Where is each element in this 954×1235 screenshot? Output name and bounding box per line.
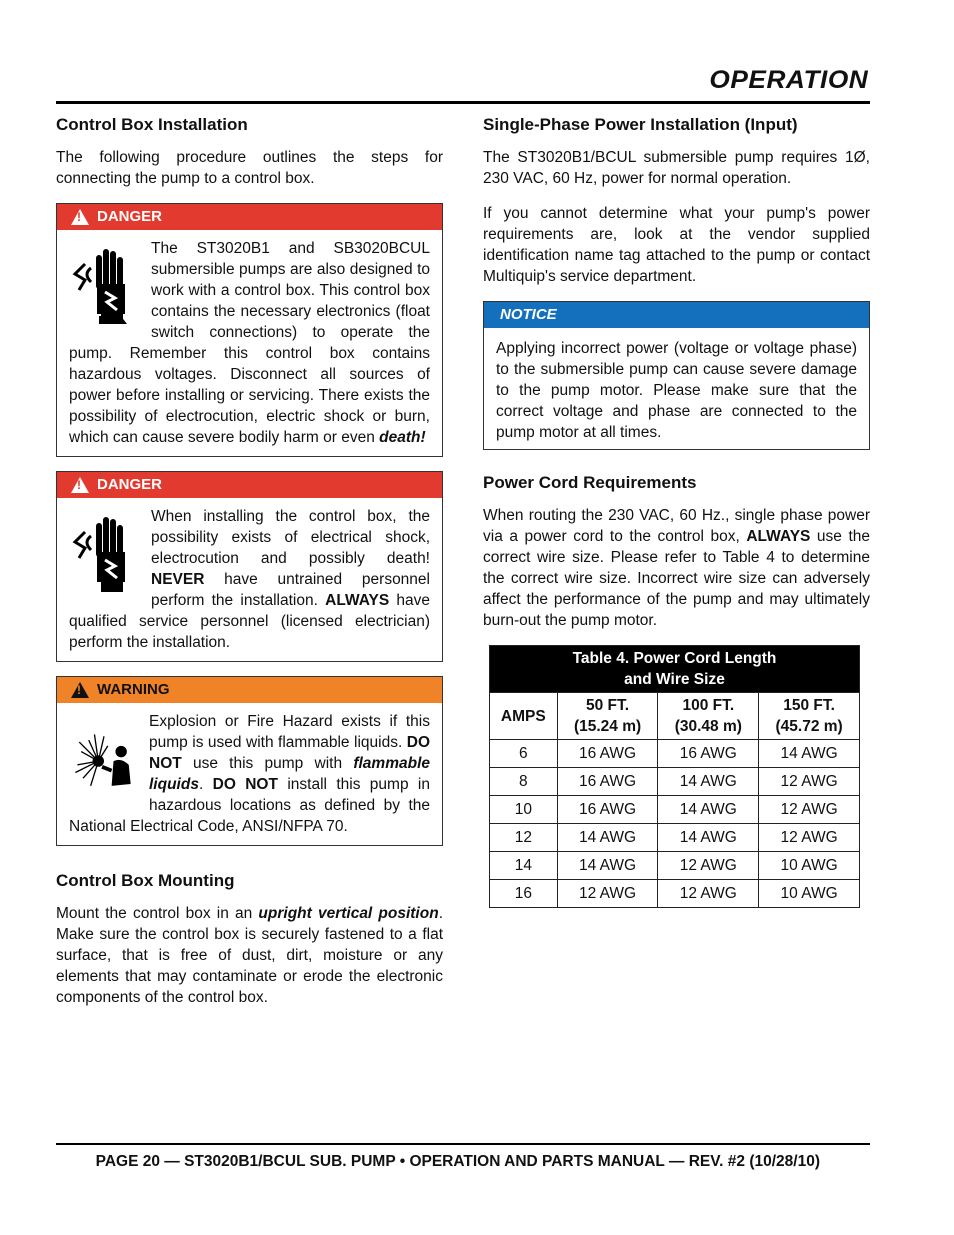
- warning-donot-2: DO NOT: [212, 776, 278, 793]
- danger-text-2c: have qualified service personnel (licensed electrician) perform the installation.: [69, 592, 430, 651]
- danger-body-2: [57, 498, 442, 661]
- danger-always: ALWAYS: [325, 592, 390, 609]
- section-title: OPERATION: [709, 66, 868, 94]
- warning-donot-1: DO NOT: [149, 734, 430, 772]
- danger-text-1-emphasis: death!: [379, 429, 426, 446]
- danger-label-1: DANGER: [97, 208, 163, 225]
- mount-text: [56, 903, 443, 1008]
- column-header-line2: (15.24 m): [573, 718, 642, 735]
- notice-box: [483, 301, 870, 450]
- warning-text-b: use this pump with: [181, 755, 354, 772]
- table-cell: 8: [490, 768, 558, 796]
- danger-never: NEVER: [151, 571, 205, 588]
- table-body: [490, 740, 860, 908]
- column-header-line1: 50 FT.: [586, 697, 630, 714]
- single-phase-heading: Single-Phase Power Installation (Input): [483, 115, 798, 134]
- table-cell: 10 AWG: [759, 880, 860, 908]
- warning-flammable: flammable liquids: [149, 755, 430, 793]
- table-cell: 12: [490, 824, 558, 852]
- table-cell: 10 AWG: [759, 852, 860, 880]
- table-cell: 12 AWG: [658, 852, 759, 880]
- cord-text-b: use the correct wire size. Please refer to Table 4 to determine the correct wire size. Incorrect wire size can adversely affect the performance of the pump and may ultimately burn-out the pump motor.: [483, 528, 870, 629]
- danger-header-2: [57, 472, 442, 498]
- table-row: [490, 852, 860, 880]
- column-header-line2: (30.48 m): [674, 718, 742, 735]
- table-cell: 16 AWG: [557, 796, 658, 824]
- single-phase-p1: The ST3020B1/BCUL submersible pump requires 1Ø, 230 VAC, 60 Hz, power for normal operation.: [483, 149, 870, 187]
- alert-triangle-icon: [71, 209, 89, 225]
- mount-text-b: . Make sure the control box is securely fastened to a flat surface, that is free of dust, dirt, moisture or any elements that may contaminate or erode the electronic components of the control box.: [56, 905, 443, 1006]
- table-cell: 14: [490, 852, 558, 880]
- danger-header-1: [57, 204, 442, 230]
- page-footer: PAGE 20 — ST3020B1/BCUL SUB. PUMP • OPERATION AND PARTS MANUAL — REV. #2 (10/28/10): [95, 1153, 820, 1170]
- table-cell: 16 AWG: [658, 740, 759, 768]
- left-column: [56, 114, 443, 1022]
- power-cord-table: [489, 645, 860, 908]
- table-cell: 10: [490, 796, 558, 824]
- danger-text-2b: have untrained personnel perform the installation.: [151, 571, 430, 609]
- warning-box: [56, 676, 443, 846]
- install-heading: Control Box Installation: [56, 115, 248, 134]
- warning-text-a: Explosion or Fire Hazard exists if this pump is used with flammable liquids.: [149, 713, 430, 751]
- table-cell: 16 AWG: [557, 740, 658, 768]
- table-caption-line2: and Wire Size: [624, 671, 725, 688]
- header-rule: [56, 101, 870, 104]
- mount-text-a: Mount the control box in an: [56, 905, 259, 922]
- cord-always: ALWAYS: [746, 528, 811, 545]
- notice-header: [484, 302, 869, 328]
- table-row: [490, 740, 860, 768]
- table-cell: 14 AWG: [658, 768, 759, 796]
- single-phase-p2: If you cannot determine what your pump's power requirements are, look at the vendor supplied identification name tag attached to the pump or contact Multiquip's service department.: [483, 205, 870, 285]
- table-caption: [490, 646, 860, 693]
- column-header-line1: 100 FT.: [682, 697, 735, 714]
- danger-box-2: [56, 471, 443, 662]
- alert-triangle-icon: [71, 477, 89, 493]
- danger-label-2: DANGER: [97, 476, 163, 493]
- cord-heading: Power Cord Requirements: [483, 473, 697, 492]
- table-column-header: [490, 693, 558, 740]
- alert-triangle-icon: [71, 682, 89, 698]
- warning-label: WARNING: [97, 681, 170, 698]
- cord-text: [483, 505, 870, 631]
- mount-emphasis: upright vertical position: [258, 905, 439, 922]
- table-column-header: [557, 693, 658, 740]
- right-column: [483, 114, 870, 908]
- column-header-line1: AMPS: [500, 707, 546, 725]
- table-cell: 12 AWG: [658, 880, 759, 908]
- warning-body: [57, 703, 442, 845]
- table-cell: 14 AWG: [658, 796, 759, 824]
- notice-body: Applying incorrect power (voltage or voltage phase) to the submersible pump can cause severe damage to the pump motor. Please make sure that the correct voltage and phase are connected to the pump motor at all times.: [496, 340, 857, 441]
- table-row: [490, 796, 860, 824]
- electric-shock-hand-icon: [69, 240, 141, 324]
- table-caption-line1: Table 4. Power Cord Length: [572, 650, 777, 667]
- warning-text-d: install this pump in hazardous locations as defined by the National Electrical Code, ANSI/NFPA 70.: [69, 776, 430, 835]
- warning-header: [57, 677, 442, 703]
- table-cell: 12 AWG: [759, 824, 860, 852]
- table-cell: 14 AWG: [658, 824, 759, 852]
- table-column-header: [759, 693, 860, 740]
- table-row: [490, 824, 860, 852]
- table-cell: 12 AWG: [759, 796, 860, 824]
- install-intro: The following procedure outlines the steps for connecting the pump to a control box.: [56, 149, 443, 187]
- table-header-row: [490, 693, 860, 740]
- mount-heading: Control Box Mounting: [56, 871, 235, 890]
- table-cell: 14 AWG: [557, 824, 658, 852]
- notice-label: NOTICE: [500, 306, 557, 323]
- table-cell: 14 AWG: [557, 852, 658, 880]
- table-row: [490, 768, 860, 796]
- table-cell: 12 AWG: [759, 768, 860, 796]
- table-column-header: [658, 693, 759, 740]
- explosion-hazard-icon: [69, 723, 139, 803]
- footer-rule: [56, 1143, 870, 1145]
- table-cell: 14 AWG: [759, 740, 860, 768]
- danger-text-2a: When installing the control box, the possibility exists of electrical shock, electrocution and possibly death!: [151, 508, 430, 567]
- electric-shock-hand-icon: [69, 508, 141, 592]
- table-cell: 16 AWG: [557, 768, 658, 796]
- column-header-line2: (45.72 m): [775, 718, 843, 735]
- danger-box-1: [56, 203, 443, 457]
- table-cell: 12 AWG: [557, 880, 658, 908]
- column-header-line1: 150 FT.: [783, 697, 835, 714]
- warning-text-c: .: [198, 776, 213, 793]
- danger-text-1: The ST3020B1 and SB3020BCUL submersible pumps are also designed to work with a control box. This control box contains the necessary electronics (float switch connections) to operate the pump. Remember this control box contains hazardous voltages. Disconnect all sources of power before installing or servicing. There exists the possibility of electrocution, electric shock or burn, which can cause severe bodily harm or even: [69, 240, 430, 446]
- table-cell: 6: [490, 740, 558, 768]
- table-row: [490, 880, 860, 908]
- cord-text-a: When routing the 230 VAC, 60 Hz., single phase power via a power cord to the control box,: [483, 507, 870, 545]
- table-cell: 16: [490, 880, 558, 908]
- danger-body-1: [57, 230, 442, 456]
